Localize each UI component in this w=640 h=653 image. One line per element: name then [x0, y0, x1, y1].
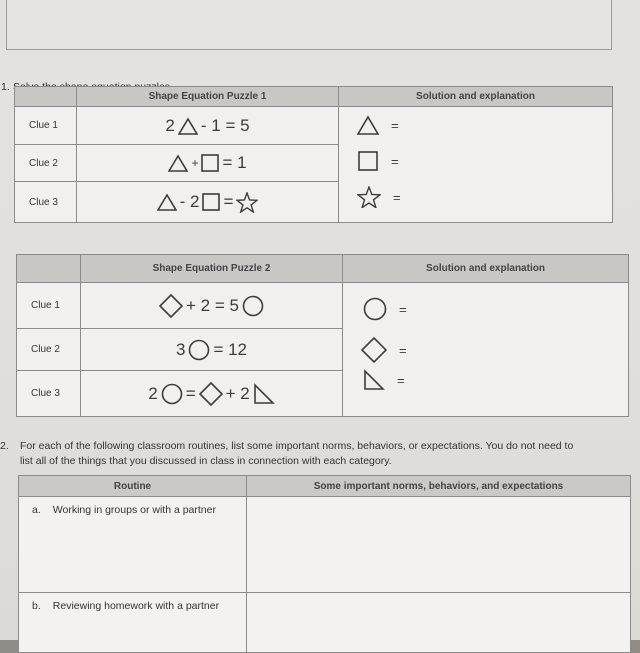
puzzle-2-clue-1-label: Clue 1 [17, 283, 81, 329]
solution-square [357, 151, 399, 171]
norms-header: Some important norms, behaviors, and expectations [247, 476, 631, 497]
row-letter: a. [32, 504, 41, 516]
puzzle-2-clue-3-label: Clue 3 [17, 371, 81, 417]
solution-diamond [361, 337, 407, 363]
row-letter: b. [32, 600, 41, 612]
puzzle-1-solution-header: Solution and explanation [339, 87, 613, 107]
puzzle-2-header: Shape Equation Puzzle 2 [81, 255, 343, 283]
equation-term: = 12 [213, 339, 248, 359]
row-text: Reviewing homework with a partner [52, 600, 220, 612]
puzzle-2-clue-3-equation [81, 371, 343, 417]
triangle-icon [157, 193, 177, 211]
square-icon [357, 151, 379, 171]
norms-answer-cell-b[interactable] [247, 593, 631, 653]
diamond-icon [199, 382, 223, 406]
circle-icon [161, 383, 183, 405]
puzzle-1-clue-1-equation [77, 107, 339, 145]
diamond-icon [159, 294, 183, 318]
circle-icon [188, 339, 210, 361]
square-icon [202, 193, 220, 211]
puzzle-1-solution-cell[interactable] [339, 107, 613, 223]
puzzle-2-solution-cell[interactable] [343, 283, 629, 417]
row-text: Working in groups or with a partner [52, 504, 216, 516]
equals-sign: = [399, 342, 407, 358]
square-icon [201, 154, 219, 172]
equation-term: + 2 [225, 383, 250, 403]
puzzle-2-clue-2-equation [81, 329, 343, 371]
question-2-number: 2. [0, 440, 9, 452]
equals-sign: = [391, 117, 399, 133]
routine-row-a [19, 497, 247, 593]
equation-term: + 2 = 5 [186, 295, 239, 315]
circle-icon [363, 297, 387, 321]
right-triangle-icon [253, 383, 275, 405]
equals-sign: = [185, 383, 196, 403]
puzzle-2-clue-2-label: Clue 2 [17, 329, 81, 371]
solution-circle [363, 297, 407, 321]
routine-row-b [19, 593, 247, 653]
diamond-icon [361, 337, 387, 363]
equals-sign: = [397, 372, 405, 388]
routines-table [18, 475, 631, 653]
triangle-icon [178, 117, 198, 135]
equation-term: 3 [175, 339, 186, 359]
circle-icon [242, 295, 264, 317]
puzzle-1-header: Shape Equation Puzzle 1 [77, 87, 339, 107]
routine-header: Routine [19, 476, 247, 497]
puzzle-1-clue-header [15, 87, 77, 107]
equals-sign: = [399, 301, 407, 317]
puzzle-1-clue-3-label: Clue 3 [15, 182, 77, 223]
equals-sign: = [223, 192, 234, 211]
right-triangle-icon [363, 369, 385, 391]
puzzle-2-solution-header: Solution and explanation [343, 255, 629, 283]
equation-term: 2 [165, 115, 175, 135]
equals-sign: = [391, 153, 399, 169]
plus-sign: + [191, 156, 199, 170]
puzzle-2-clue-1-equation [81, 283, 343, 329]
equation-term: 2 [148, 383, 158, 403]
puzzle-1-clue-1-label: Clue 1 [15, 107, 77, 145]
puzzle-1-clue-2-equation [77, 145, 339, 182]
solution-right-triangle [363, 369, 405, 391]
solution-triangle [357, 115, 399, 135]
puzzle-2-table [16, 254, 629, 417]
previous-answer-box [6, 0, 612, 50]
equation-term: - 1 = 5 [200, 115, 250, 135]
solution-star [357, 186, 401, 208]
triangle-icon [168, 154, 188, 172]
star-icon [357, 186, 381, 208]
question-1-number: 1. [1, 81, 10, 93]
puzzle-1-clue-2-label: Clue 2 [15, 145, 77, 182]
question-2-line-2: list all of the things that you discussed in class in connection with each category. [20, 455, 392, 467]
norms-answer-cell-a[interactable] [247, 497, 631, 593]
triangle-icon [357, 115, 379, 135]
equation-term: - 2 [179, 192, 200, 211]
question-2-line-1: For each of the following classroom routines, list some important norms, behaviors, or expectations. You do not need to [20, 440, 574, 452]
equation-term: = 1 [222, 153, 247, 172]
equals-sign: = [393, 189, 401, 205]
puzzle-1-clue-3-equation [77, 182, 339, 223]
puzzle-2-clue-header [17, 255, 81, 283]
puzzle-1-table [14, 86, 613, 223]
star-icon [236, 192, 258, 213]
